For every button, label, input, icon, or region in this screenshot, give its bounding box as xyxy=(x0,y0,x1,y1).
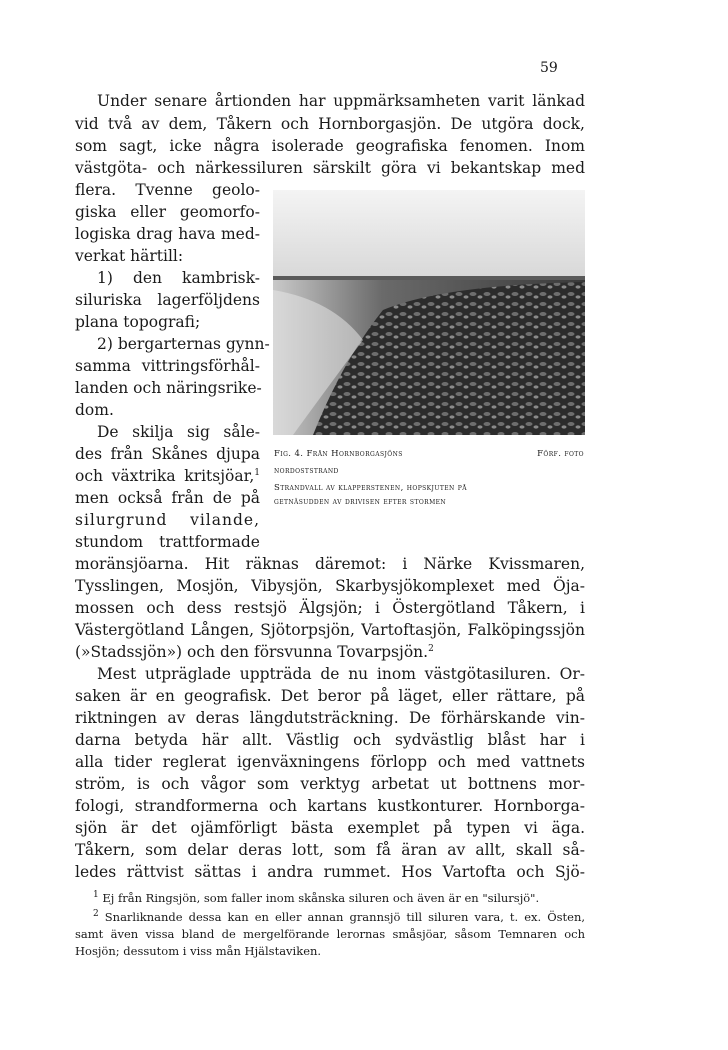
text-line: 2) bergarternas gynn- xyxy=(97,335,270,353)
text-line: silurgrund vilande, xyxy=(75,511,260,529)
figure-caption-line: Strandvall av klapperstenen, hopskjuten på xyxy=(274,483,467,493)
caption-fig: Fig. 4. Från Hornborgasjöns xyxy=(274,449,403,459)
text-line xyxy=(75,465,260,487)
figure-caption-line: nordoststrand xyxy=(274,466,339,476)
page-number: 59 xyxy=(540,60,558,76)
footnote xyxy=(75,890,585,907)
text-line xyxy=(75,641,585,663)
figure-caption-line: getnäsudden av drivisen efter stormen xyxy=(274,497,447,507)
text-line: Tåkern, som delar deras lott, som få äran av allt, skall så- xyxy=(75,841,585,859)
text-line: De skilja sig såle- xyxy=(97,423,260,441)
text-line: moränsjöarna. Hit räknas däremot: i Närke Kvissmaren, xyxy=(75,555,585,573)
text-fragment: och växtrika kritsjöar, xyxy=(75,467,255,485)
text-line: västgöta- och närkessiluren särskilt göra vi bekantskap med xyxy=(75,159,585,177)
text-line: som sagt, icke några isolerade geografiska fenomen. Inom xyxy=(75,137,585,155)
text-line: saken är en geografisk. Det beror på läget, eller rättare, på xyxy=(75,687,585,705)
text-line: siluriska lagerföljdens xyxy=(75,291,260,309)
text-line: sjön är det ojämförligt bästa exemplet på typen vi äga. xyxy=(75,819,585,837)
photo-illustration xyxy=(273,190,585,435)
figure-caption-line xyxy=(274,448,586,460)
text-line: dom. xyxy=(75,401,114,419)
footnote-mark: 1 xyxy=(93,890,99,901)
text-line: fologi, strandformerna och kartans kustkonturer. Hornborga- xyxy=(75,797,585,815)
text-line: Under senare årtionden har uppmärksamheten varit länkad xyxy=(97,92,585,110)
text-line: logiska drag hava med- xyxy=(75,225,260,243)
text-line: flera. Tvenne geolo- xyxy=(75,181,260,199)
text-line: samma vittringsförhål- xyxy=(75,357,260,375)
text-line: darna betyda här allt. Västlig och sydvästlig blåst har i xyxy=(75,731,585,749)
text-line: vid två av dem, Tåkern och Hornborgasjön. De utgöra dock, xyxy=(75,115,585,133)
text-line: 1) den kambrisk- xyxy=(97,269,260,287)
text-line: riktningen av deras längdutsträckning. De förhärskande vin- xyxy=(75,709,585,727)
caption-credit: Förf. foto xyxy=(537,449,584,459)
footnote-ref: 1 xyxy=(254,467,260,478)
footnote-text: Ej från Ringsjön, som faller inom skånska siluren och även är en "silursjö". xyxy=(102,891,540,905)
text-line: verkat härtill: xyxy=(75,247,184,265)
footnote-ref: 2 xyxy=(428,643,434,654)
text-line: plana topografi; xyxy=(75,313,201,331)
text-line: giska eller geomorfo- xyxy=(75,203,260,221)
text-line: ledes rättvist sättas i andra rummet. Hos Vartofta och Sjö- xyxy=(75,863,585,881)
lakeshore-photo xyxy=(273,190,585,435)
footnote-text: Snarliknande dessa kan en eller annan grannsjö till siluren vara, t. ex. Östen, xyxy=(104,910,586,924)
text-fragment: (»Stadssjön») och den försvunna Tovarpsjön. xyxy=(75,643,429,661)
text-line: ström, is och vågor som verktyg arbetat ut bottnens mor- xyxy=(75,775,585,793)
text-line: stundom trattformade xyxy=(75,533,260,551)
text-line: Mest utpräglade uppträda de nu inom västgötasiluren. Or- xyxy=(97,665,585,683)
text-line: mossen och dess restsjö Älgsjön; i Östergötland Tåkern, i xyxy=(75,599,585,617)
footnote-line: Hosjön; dessutom i viss mån Hjälstaviken. xyxy=(75,944,322,958)
footnote xyxy=(75,909,585,926)
text-line: Västergötland Lången, Sjötorpsjön, Vartoftasjön, Falköpingssjön xyxy=(75,621,585,639)
text-line: landen och näringsrike- xyxy=(75,379,262,397)
text-line: alla tider reglerat igenväxningens förlopp och med vattnets xyxy=(75,753,585,771)
footnote-mark: 2 xyxy=(93,909,99,920)
text-line: des från Skånes djupa xyxy=(75,445,260,463)
text-line: men också från de på xyxy=(75,489,260,507)
footnote-line: samt även vissa bland de mergelförande lerornas småsjöar, såsom Temnaren och xyxy=(75,927,585,941)
text-line: Tysslingen, Mosjön, Vibysjön, Skarbysjökomplexet med Öja- xyxy=(75,577,585,595)
